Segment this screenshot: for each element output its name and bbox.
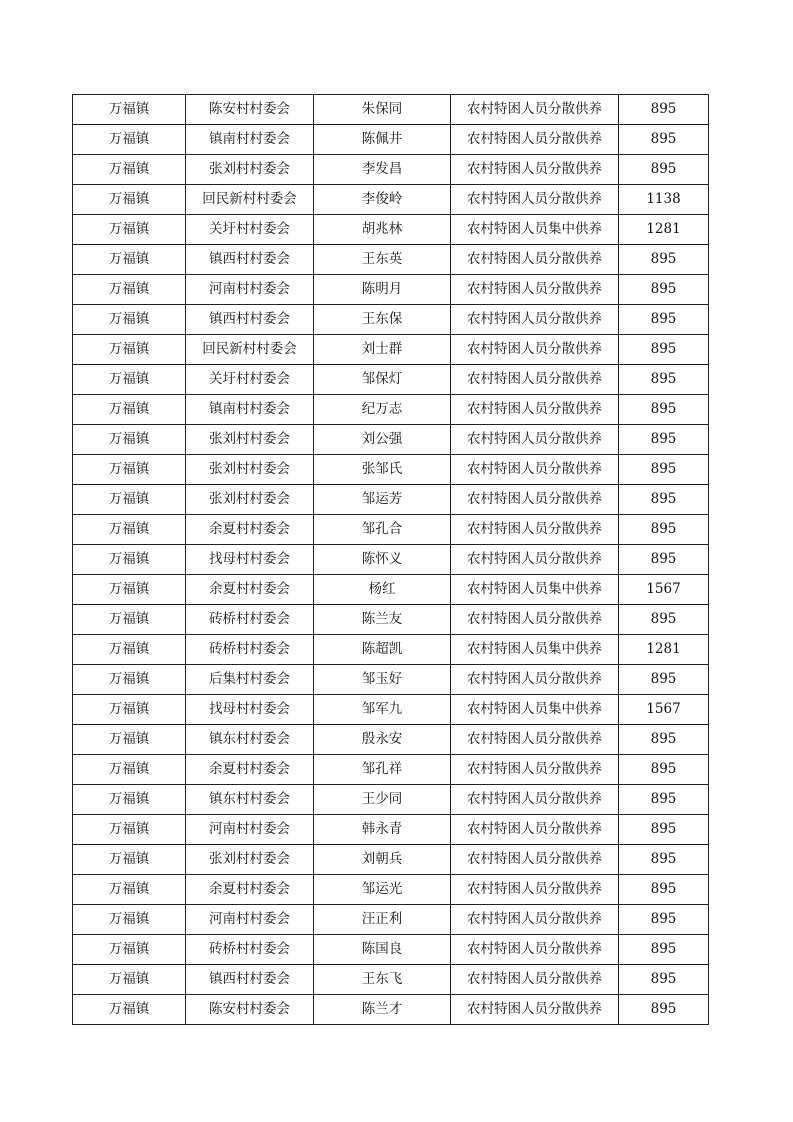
person-name-cell: 王东保: [314, 305, 451, 335]
support-type-cell: 农村特困人员分散供养: [451, 725, 619, 755]
village-committee-cell: 后集村村委会: [186, 665, 314, 695]
amount-cell: 895: [619, 785, 709, 815]
table-row: [73, 875, 709, 905]
village-committee-cell: 河南村村委会: [186, 815, 314, 845]
village-committee-cell: 张刘村村委会: [186, 155, 314, 185]
village-committee-cell: 镇南村村委会: [186, 125, 314, 155]
amount-cell: 1138: [619, 185, 709, 215]
town-cell: 万福镇: [73, 785, 186, 815]
town-cell: 万福镇: [73, 875, 186, 905]
support-type-cell: 农村特困人员集中供养: [451, 575, 619, 605]
town-cell: 万福镇: [73, 725, 186, 755]
person-name-cell: 邹孔合: [314, 515, 451, 545]
person-name-cell: 陈超凯: [314, 635, 451, 665]
table-row: [73, 455, 709, 485]
table-row: [73, 905, 709, 935]
town-cell: 万福镇: [73, 755, 186, 785]
person-name-cell: 李发昌: [314, 155, 451, 185]
person-name-cell: 陈怀义: [314, 545, 451, 575]
town-cell: 万福镇: [73, 215, 186, 245]
town-cell: 万福镇: [73, 485, 186, 515]
village-committee-cell: 砖桥村村委会: [186, 605, 314, 635]
table-row: [73, 155, 709, 185]
village-committee-cell: 镇西村村委会: [186, 965, 314, 995]
table-row: [73, 485, 709, 515]
amount-cell: 895: [619, 665, 709, 695]
town-cell: 万福镇: [73, 665, 186, 695]
town-cell: 万福镇: [73, 95, 186, 125]
person-name-cell: 邹运光: [314, 875, 451, 905]
person-name-cell: 邹玉好: [314, 665, 451, 695]
support-type-cell: 农村特困人员分散供养: [451, 125, 619, 155]
person-name-cell: 邹保灯: [314, 365, 451, 395]
table-row: [73, 545, 709, 575]
town-cell: 万福镇: [73, 905, 186, 935]
table-row: [73, 275, 709, 305]
town-cell: 万福镇: [73, 545, 186, 575]
person-name-cell: 邹孔祥: [314, 755, 451, 785]
village-committee-cell: 余夏村村委会: [186, 515, 314, 545]
person-name-cell: 韩永青: [314, 815, 451, 845]
town-cell: 万福镇: [73, 185, 186, 215]
village-committee-cell: 陈安村村委会: [186, 95, 314, 125]
person-name-cell: 王东英: [314, 245, 451, 275]
town-cell: 万福镇: [73, 425, 186, 455]
village-committee-cell: 镇东村村委会: [186, 725, 314, 755]
town-cell: 万福镇: [73, 155, 186, 185]
amount-cell: 895: [619, 905, 709, 935]
table-row: [73, 605, 709, 635]
village-committee-cell: 回民新村村委会: [186, 185, 314, 215]
amount-cell: 895: [619, 305, 709, 335]
town-cell: 万福镇: [73, 515, 186, 545]
support-type-cell: 农村特困人员分散供养: [451, 875, 619, 905]
town-cell: 万福镇: [73, 365, 186, 395]
town-cell: 万福镇: [73, 695, 186, 725]
village-committee-cell: 镇西村村委会: [186, 305, 314, 335]
village-committee-cell: 找母村村委会: [186, 545, 314, 575]
town-cell: 万福镇: [73, 935, 186, 965]
village-committee-cell: 张刘村村委会: [186, 845, 314, 875]
support-type-cell: 农村特困人员分散供养: [451, 515, 619, 545]
amount-cell: 895: [619, 545, 709, 575]
amount-cell: 895: [619, 95, 709, 125]
table-row: [73, 695, 709, 725]
amount-cell: 895: [619, 155, 709, 185]
amount-cell: 895: [619, 515, 709, 545]
amount-cell: 1281: [619, 215, 709, 245]
support-type-cell: 农村特困人员集中供养: [451, 635, 619, 665]
person-name-cell: 刘公强: [314, 425, 451, 455]
amount-cell: 895: [619, 935, 709, 965]
amount-cell: 895: [619, 455, 709, 485]
amount-cell: 895: [619, 605, 709, 635]
support-type-cell: 农村特困人员分散供养: [451, 545, 619, 575]
table-row: [73, 575, 709, 605]
village-committee-cell: 砖桥村村委会: [186, 935, 314, 965]
town-cell: 万福镇: [73, 275, 186, 305]
table-row: [73, 335, 709, 365]
amount-cell: 1567: [619, 575, 709, 605]
town-cell: 万福镇: [73, 995, 186, 1025]
table-row: [73, 665, 709, 695]
amount-cell: 895: [619, 485, 709, 515]
support-type-cell: 农村特困人员分散供养: [451, 995, 619, 1025]
person-name-cell: 张邹氏: [314, 455, 451, 485]
amount-cell: 1281: [619, 635, 709, 665]
village-committee-cell: 镇东村村委会: [186, 785, 314, 815]
town-cell: 万福镇: [73, 965, 186, 995]
person-name-cell: 朱保同: [314, 95, 451, 125]
support-type-cell: 农村特困人员分散供养: [451, 95, 619, 125]
amount-cell: 1567: [619, 695, 709, 725]
table-row: [73, 95, 709, 125]
amount-cell: 895: [619, 425, 709, 455]
table-row: [73, 935, 709, 965]
table-row: [73, 635, 709, 665]
person-name-cell: 陈明月: [314, 275, 451, 305]
person-name-cell: 李俊岭: [314, 185, 451, 215]
support-type-cell: 农村特困人员分散供养: [451, 245, 619, 275]
amount-cell: 895: [619, 965, 709, 995]
table-row: [73, 845, 709, 875]
table-row: [73, 755, 709, 785]
amount-cell: 895: [619, 395, 709, 425]
town-cell: 万福镇: [73, 575, 186, 605]
document-page: [72, 94, 708, 1025]
support-type-cell: 农村特困人员分散供养: [451, 845, 619, 875]
roster-body: [73, 95, 709, 1025]
town-cell: 万福镇: [73, 335, 186, 365]
table-row: [73, 395, 709, 425]
support-type-cell: 农村特困人员分散供养: [451, 815, 619, 845]
table-row: [73, 125, 709, 155]
support-type-cell: 农村特困人员分散供养: [451, 335, 619, 365]
town-cell: 万福镇: [73, 305, 186, 335]
person-name-cell: 殷永安: [314, 725, 451, 755]
amount-cell: 895: [619, 995, 709, 1025]
amount-cell: 895: [619, 245, 709, 275]
support-type-cell: 农村特困人员分散供养: [451, 485, 619, 515]
village-committee-cell: 找母村村委会: [186, 695, 314, 725]
support-type-cell: 农村特困人员分散供养: [451, 365, 619, 395]
village-committee-cell: 关圩村村委会: [186, 215, 314, 245]
village-committee-cell: 张刘村村委会: [186, 455, 314, 485]
table-row: [73, 515, 709, 545]
table-row: [73, 185, 709, 215]
table-row: [73, 965, 709, 995]
village-committee-cell: 回民新村村委会: [186, 335, 314, 365]
support-type-cell: 农村特困人员分散供养: [451, 785, 619, 815]
amount-cell: 895: [619, 875, 709, 905]
village-committee-cell: 河南村村委会: [186, 905, 314, 935]
support-type-cell: 农村特困人员分散供养: [451, 935, 619, 965]
table-row: [73, 995, 709, 1025]
amount-cell: 895: [619, 815, 709, 845]
table-row: [73, 425, 709, 455]
village-committee-cell: 陈安村村委会: [186, 995, 314, 1025]
support-type-cell: 农村特困人员分散供养: [451, 665, 619, 695]
amount-cell: 895: [619, 275, 709, 305]
amount-cell: 895: [619, 845, 709, 875]
table-row: [73, 215, 709, 245]
village-committee-cell: 镇南村村委会: [186, 395, 314, 425]
person-name-cell: 杨红: [314, 575, 451, 605]
table-row: [73, 785, 709, 815]
village-committee-cell: 余夏村村委会: [186, 875, 314, 905]
person-name-cell: 陈国良: [314, 935, 451, 965]
village-committee-cell: 砖桥村村委会: [186, 635, 314, 665]
town-cell: 万福镇: [73, 635, 186, 665]
support-type-cell: 农村特困人员分散供养: [451, 425, 619, 455]
town-cell: 万福镇: [73, 125, 186, 155]
person-name-cell: 王东飞: [314, 965, 451, 995]
town-cell: 万福镇: [73, 815, 186, 845]
town-cell: 万福镇: [73, 455, 186, 485]
person-name-cell: 汪正利: [314, 905, 451, 935]
support-type-cell: 农村特困人员分散供养: [451, 605, 619, 635]
amount-cell: 895: [619, 725, 709, 755]
person-name-cell: 纪万志: [314, 395, 451, 425]
person-name-cell: 邹军九: [314, 695, 451, 725]
support-type-cell: 农村特困人员分散供养: [451, 305, 619, 335]
table-row: [73, 305, 709, 335]
person-name-cell: 刘士群: [314, 335, 451, 365]
person-name-cell: 陈兰才: [314, 995, 451, 1025]
support-type-cell: 农村特困人员分散供养: [451, 965, 619, 995]
support-type-cell: 农村特困人员分散供养: [451, 905, 619, 935]
person-name-cell: 王少同: [314, 785, 451, 815]
village-committee-cell: 关圩村村委会: [186, 365, 314, 395]
village-committee-cell: 余夏村村委会: [186, 755, 314, 785]
table-row: [73, 365, 709, 395]
person-name-cell: 陈兰友: [314, 605, 451, 635]
village-committee-cell: 张刘村村委会: [186, 485, 314, 515]
amount-cell: 895: [619, 335, 709, 365]
support-type-cell: 农村特困人员集中供养: [451, 695, 619, 725]
person-name-cell: 胡兆林: [314, 215, 451, 245]
person-name-cell: 刘朝兵: [314, 845, 451, 875]
support-type-cell: 农村特困人员分散供养: [451, 395, 619, 425]
support-type-cell: 农村特困人员分散供养: [451, 155, 619, 185]
town-cell: 万福镇: [73, 605, 186, 635]
table-row: [73, 725, 709, 755]
amount-cell: 895: [619, 365, 709, 395]
village-committee-cell: 余夏村村委会: [186, 575, 314, 605]
person-name-cell: 邹运芳: [314, 485, 451, 515]
table-row: [73, 815, 709, 845]
town-cell: 万福镇: [73, 395, 186, 425]
village-committee-cell: 镇西村村委会: [186, 245, 314, 275]
amount-cell: 895: [619, 125, 709, 155]
support-type-cell: 农村特困人员集中供养: [451, 215, 619, 245]
amount-cell: 895: [619, 755, 709, 785]
town-cell: 万福镇: [73, 245, 186, 275]
support-type-cell: 农村特困人员分散供养: [451, 275, 619, 305]
support-type-cell: 农村特困人员分散供养: [451, 755, 619, 785]
support-type-cell: 农村特困人员分散供养: [451, 455, 619, 485]
village-committee-cell: 河南村村委会: [186, 275, 314, 305]
village-committee-cell: 张刘村村委会: [186, 425, 314, 455]
person-name-cell: 陈佩井: [314, 125, 451, 155]
support-type-cell: 农村特困人员分散供养: [451, 185, 619, 215]
relief-roster-table: [72, 94, 709, 1025]
town-cell: 万福镇: [73, 845, 186, 875]
table-row: [73, 245, 709, 275]
